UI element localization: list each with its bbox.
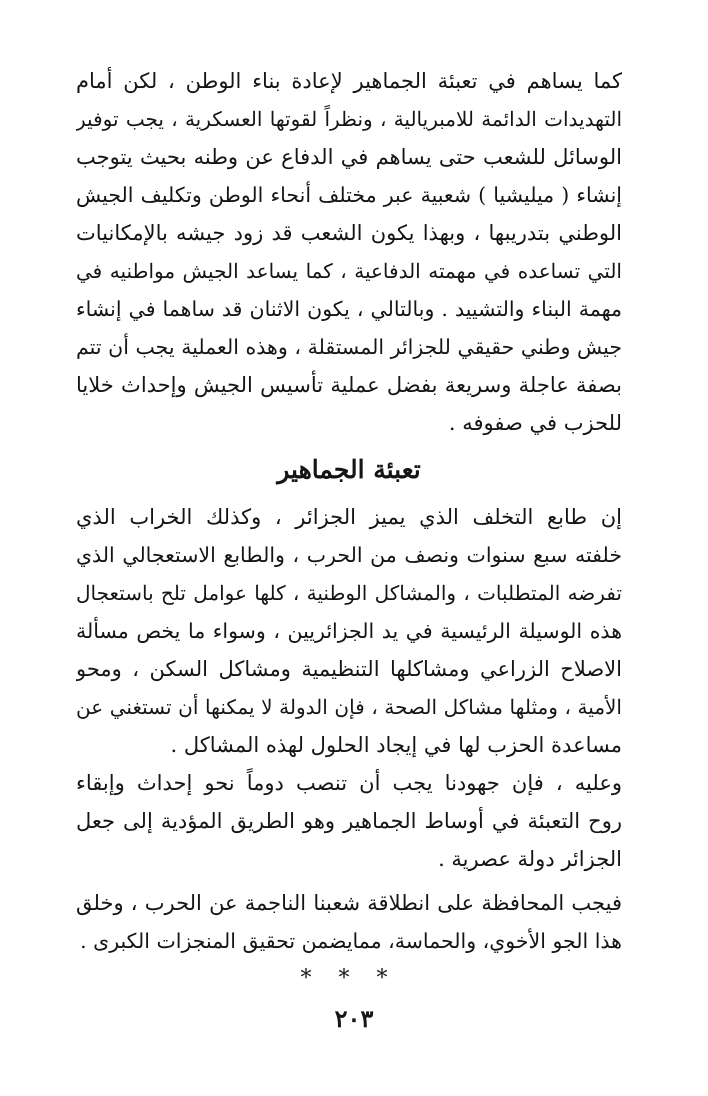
paragraph xyxy=(76,884,622,960)
text-line: مساعدة الحزب لها في إيجاد الحلول لهذه المشاكل . xyxy=(170,733,622,757)
text-line: تفرضه المتطلبات ، والمشاكل الوطنية ، كلها عوامل تلح باستعجال xyxy=(76,581,622,605)
text-line: التهديدات الدائمة للامبريالية ، ونظراً لقوتها العسكرية ، يجب توفير xyxy=(76,107,622,131)
page-body xyxy=(76,62,622,996)
text-line: الاصلاح الزراعي ومشاكلها التنظيمية ومشاكل السكن ، ومحو xyxy=(76,657,622,681)
text-line: فيجب المحافظة على انطلاقة شعبنا الناجمة عن الحرب ، وخلق xyxy=(76,891,622,915)
text-line: هذا الجو الأخوي، والحماسة، ممايضمن تحقيق المنجزات الكبرى . xyxy=(80,929,622,953)
text-line: بصفة عاجلة وسريعة بفضل عملية تأسيس الجيش وإحداث خلايا xyxy=(76,373,622,397)
text-line: جيش وطني حقيقي للجزائر المستقلة ، وهذه العملية يجب أن تتم xyxy=(76,335,622,359)
text-line: التي تساعده في مهمته الدفاعية ، كما يساعد الجيش مواطنيه في xyxy=(76,259,622,283)
text-line: روح التعبئة في أوساط الجماهير وهو الطريق المؤدية إلى جعل xyxy=(76,809,622,833)
text-line: الأمية ، ومثلها مشاكل الصحة ، فإن الدولة لا يمكنها أن تستغني عن xyxy=(76,695,622,719)
section-ornament: * * * xyxy=(300,966,398,991)
paragraph xyxy=(76,764,622,878)
text-line: هذه الوسيلة الرئيسية في يد الجزائريين ، وسواء ما يخص مسألة xyxy=(76,619,622,643)
text-line: خلفته سبع سنوات ونصف من الحرب ، والطابع الاستعجالي الذي xyxy=(76,543,622,567)
text-line: مهمة البناء والتشييد . وبالتالي ، يكون الاثنان قد ساهما في إنشاء xyxy=(76,297,622,321)
text-line: الجزائر دولة عصرية . xyxy=(438,847,622,871)
text-line: كما يساهم في تعبئة الجماهير لإعادة بناء الوطن ، لكن أمام xyxy=(76,69,622,93)
text-line: وعليه ، فإن جهودنا يجب أن تنصب دوماً نحو إحداث وإبقاء xyxy=(76,771,622,795)
text-line: الوسائل للشعب حتى يساهم في الدفاع عن وطنه بحيث يتوجب xyxy=(76,145,622,169)
text-line: إنشاء ( ميليشيا ) شعبية عبر مختلف أنحاء الوطن وتكليف الجيش xyxy=(76,183,622,207)
text-line: الوطني بتدريبها ، وبهذا يكون الشعب قد زود جيشه بالإمكانيات xyxy=(76,221,622,245)
text-line: إن طابع التخلف الذي يميز الجزائر ، وكذلك الخراب الذي xyxy=(76,505,622,529)
text-line: للحزب في صفوفه . xyxy=(448,411,622,435)
page-number: ٢٠٣ xyxy=(334,1004,374,1033)
paragraph xyxy=(76,62,622,442)
section-heading: تعبئة الجماهير xyxy=(277,455,421,484)
paragraph xyxy=(76,498,622,764)
